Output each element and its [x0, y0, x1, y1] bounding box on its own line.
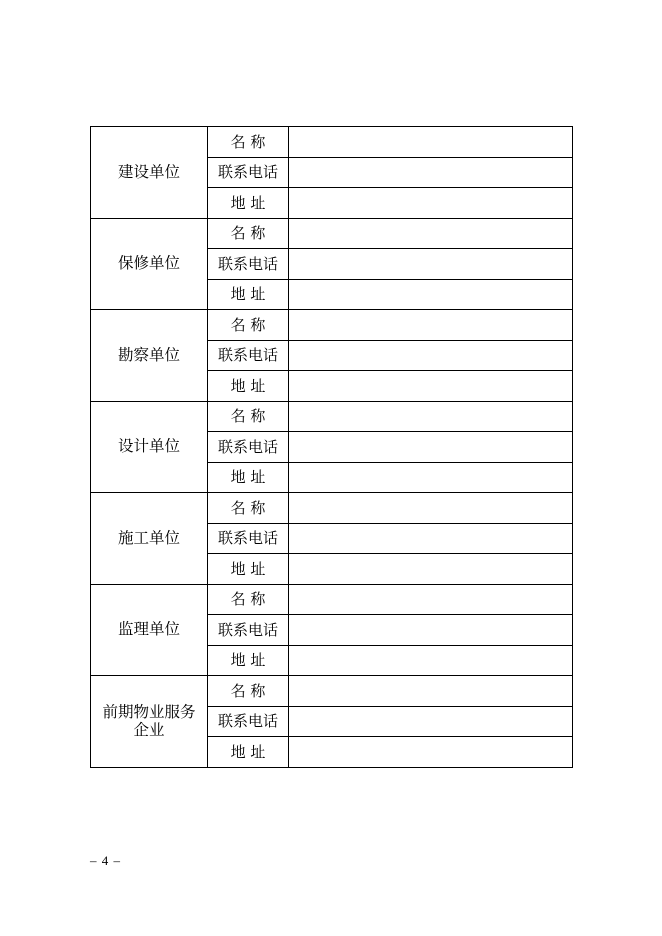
field-label-phone: 联系电话	[208, 615, 289, 646]
unit-label-construction: 建设单位	[91, 127, 208, 219]
value-cell-address[interactable]	[289, 279, 573, 310]
value-cell-address[interactable]	[289, 645, 573, 676]
table-row	[91, 676, 573, 707]
field-label-name: 名 称	[208, 127, 289, 158]
value-cell-name[interactable]	[289, 401, 573, 432]
field-label-phone: 联系电话	[208, 706, 289, 737]
page-number: – 4 –	[90, 853, 121, 868]
table-row	[91, 493, 573, 524]
value-cell-phone[interactable]	[289, 615, 573, 646]
field-label-phone: 联系电话	[208, 523, 289, 554]
value-cell-phone[interactable]	[289, 340, 573, 371]
value-cell-address[interactable]	[289, 188, 573, 219]
unit-label-supervision: 监理单位	[91, 584, 208, 676]
field-label-address: 地 址	[208, 188, 289, 219]
field-label-name: 名 称	[208, 676, 289, 707]
value-cell-name[interactable]	[289, 218, 573, 249]
value-cell-address[interactable]	[289, 462, 573, 493]
field-label-phone: 联系电话	[208, 157, 289, 188]
field-label-address: 地 址	[208, 554, 289, 585]
field-label-address: 地 址	[208, 462, 289, 493]
value-cell-address[interactable]	[289, 371, 573, 402]
field-label-phone: 联系电话	[208, 340, 289, 371]
unit-label-contractor: 施工单位	[91, 493, 208, 585]
table-row	[91, 127, 573, 158]
field-label-name: 名 称	[208, 218, 289, 249]
field-label-name: 名 称	[208, 401, 289, 432]
unit-label-warranty: 保修单位	[91, 218, 208, 310]
field-label-phone: 联系电话	[208, 249, 289, 280]
field-label-address: 地 址	[208, 371, 289, 402]
field-label-address: 地 址	[208, 645, 289, 676]
unit-label-design: 设计单位	[91, 401, 208, 493]
value-cell-phone[interactable]	[289, 432, 573, 463]
field-label-name: 名 称	[208, 493, 289, 524]
table-row	[91, 310, 573, 341]
value-cell-name[interactable]	[289, 310, 573, 341]
value-cell-address[interactable]	[289, 554, 573, 585]
unit-info-table	[90, 126, 573, 768]
value-cell-address[interactable]	[289, 737, 573, 768]
unit-label-property-service: 前期物业服务企业	[91, 676, 208, 768]
value-cell-name[interactable]	[289, 127, 573, 158]
field-label-address: 地 址	[208, 737, 289, 768]
field-label-name: 名 称	[208, 310, 289, 341]
field-label-phone: 联系电话	[208, 432, 289, 463]
value-cell-phone[interactable]	[289, 157, 573, 188]
table-row	[91, 218, 573, 249]
value-cell-name[interactable]	[289, 584, 573, 615]
value-cell-phone[interactable]	[289, 249, 573, 280]
field-label-address: 地 址	[208, 279, 289, 310]
value-cell-name[interactable]	[289, 493, 573, 524]
value-cell-phone[interactable]	[289, 523, 573, 554]
unit-label-survey: 勘察单位	[91, 310, 208, 402]
table-row	[91, 584, 573, 615]
value-cell-phone[interactable]	[289, 706, 573, 737]
value-cell-name[interactable]	[289, 676, 573, 707]
field-label-name: 名 称	[208, 584, 289, 615]
table-row	[91, 401, 573, 432]
